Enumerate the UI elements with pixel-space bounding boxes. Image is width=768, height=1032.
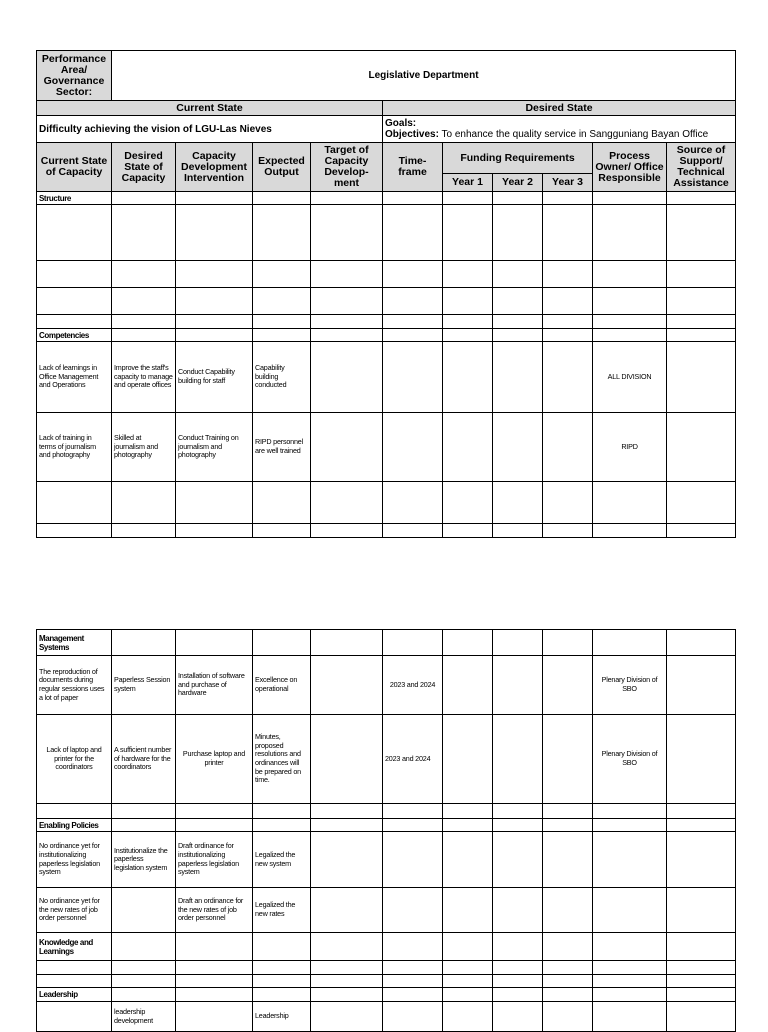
capacity-table-top xyxy=(36,50,736,538)
table-row xyxy=(37,715,736,804)
col-desired-state: Desired State of Capacity xyxy=(112,143,176,192)
goals-label: Goals: xyxy=(385,118,417,129)
section-leadership: Leadership xyxy=(37,988,112,1002)
col-year3: Year 3 xyxy=(543,174,593,192)
col-expected-output: Expected Output xyxy=(253,143,311,192)
objectives-text: To enhance the quality service in Sangguniang Bayan Office xyxy=(438,129,709,140)
table-row xyxy=(37,1002,736,1032)
col-owner: Process Owner/ Office Responsible xyxy=(593,143,667,192)
cell-current: No ordinance yet for institutionalizing paperless legislation system xyxy=(37,832,112,888)
cell-intervention: Installation of software and purchase of hardware xyxy=(176,656,253,715)
table-row xyxy=(37,342,736,413)
cell-current: Lack of training in terms of journalism and photography xyxy=(37,413,112,482)
section-management: Management Systems xyxy=(37,630,112,656)
col-current-state: Current State of Capacity xyxy=(37,143,112,192)
cell-desired: Paperless Session system xyxy=(112,656,176,715)
cell-current: No ordinance yet for the new rates of job order personnel xyxy=(37,888,112,933)
desired-state-header: Desired State xyxy=(383,101,736,116)
cell-current: The reproduction of documents during regular sessions uses a lot of paper xyxy=(37,656,112,715)
cell-output: RIPD personnel are well trained xyxy=(253,413,311,482)
cell-output: Excellence on operational xyxy=(253,656,311,715)
cell-owner: Plenary Division of SBO xyxy=(593,715,667,804)
table-row xyxy=(37,656,736,715)
cell-owner: RIPD xyxy=(593,413,667,482)
cell-desired: Skilled at journalism and photography xyxy=(112,413,176,482)
col-target: Target of Capacity Develop-ment xyxy=(311,143,383,192)
cell-intervention: Draft an ordinance for the new rates of job order personnel xyxy=(176,888,253,933)
cell-output: Capability building conducted xyxy=(253,342,311,413)
cell-intervention: Conduct Capability building for staff xyxy=(176,342,253,413)
col-year1: Year 1 xyxy=(443,174,493,192)
cell-intervention: Purchase laptop and printer xyxy=(176,715,253,804)
cell-desired: leadership development xyxy=(112,1002,176,1032)
department-title: Legislative Department xyxy=(112,51,736,101)
current-state-header: Current State xyxy=(37,101,383,116)
cell-desired: Improve the staff's capacity to manage and operate offices xyxy=(112,342,176,413)
cell-output: Legalized the new rates xyxy=(253,888,311,933)
cell-current: Lack of laptop and printer for the coordinators xyxy=(37,715,112,804)
cell-current: Lack of learnings in Office Management and Operations xyxy=(37,342,112,413)
objectives-label: Objectives: xyxy=(385,129,439,140)
cell-owner: ALL DIVISION xyxy=(593,342,667,413)
cell-output: Minutes, proposed resolutions and ordinances will be prepared on time. xyxy=(253,715,311,804)
area-label: Performance Area/ Governance Sector: xyxy=(37,51,112,101)
col-support: Source of Support/ Technical Assistance xyxy=(667,143,736,192)
difficulty-text: Difficulty achieving the vision of LGU-Las Nieves xyxy=(37,116,383,143)
cell-desired: A sufficient number of hardware for the coordinators xyxy=(112,715,176,804)
section-structure: Structure xyxy=(37,192,112,205)
cell-intervention: Conduct Training on journalism and photography xyxy=(176,413,253,482)
section-knowledge: Knowledge and Learnings xyxy=(37,933,112,961)
cell-timeframe: 2023 and 2024 xyxy=(383,656,443,715)
col-intervention: Capacity Development Intervention xyxy=(176,143,253,192)
cell-output: Legalized the new system xyxy=(253,832,311,888)
col-year2: Year 2 xyxy=(493,174,543,192)
cell-intervention: Draft ordinance for institutionalizing paperless legislation system xyxy=(176,832,253,888)
cell-owner: Plenary Division of SBO xyxy=(593,656,667,715)
table-row xyxy=(37,888,736,933)
cell-timeframe: 2023 and 2024 xyxy=(383,715,443,804)
capacity-table-bottom xyxy=(36,629,736,1032)
section-policies: Enabling Policies xyxy=(37,819,112,832)
table-row xyxy=(37,413,736,482)
section-competencies: Competencies xyxy=(37,329,112,342)
col-timeframe: Time-frame xyxy=(383,143,443,192)
cell-desired: Institutionalize the paperless legislation system xyxy=(112,832,176,888)
cell-output: Leadership xyxy=(253,1002,311,1032)
col-funding: Funding Requirements xyxy=(443,143,593,174)
table-row xyxy=(37,832,736,888)
goals-objectives xyxy=(383,116,736,143)
